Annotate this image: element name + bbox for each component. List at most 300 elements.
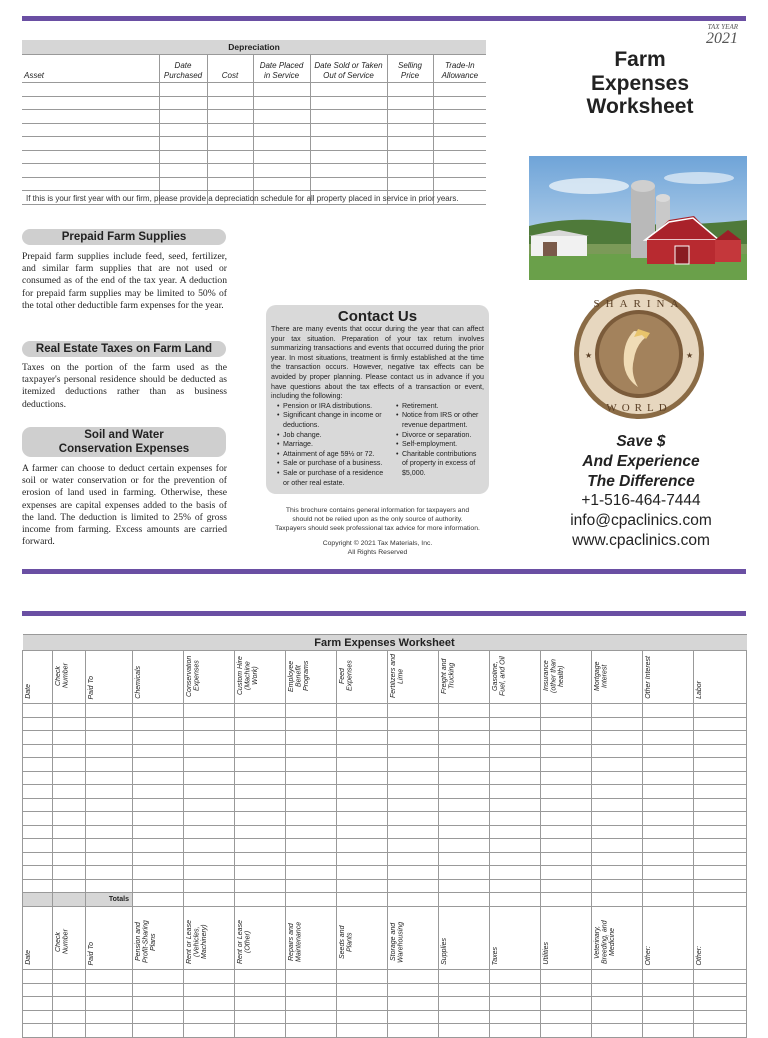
worksheet-cell[interactable] xyxy=(643,744,694,758)
worksheet-cell[interactable] xyxy=(388,983,439,997)
depreciation-cell[interactable] xyxy=(207,177,253,191)
worksheet-cell[interactable] xyxy=(694,879,747,893)
worksheet-cell[interactable] xyxy=(133,744,184,758)
worksheet-cell[interactable] xyxy=(541,879,592,893)
worksheet-cell[interactable] xyxy=(337,825,388,839)
worksheet-cell[interactable] xyxy=(490,704,541,718)
worksheet-cell[interactable] xyxy=(388,758,439,772)
worksheet-cell[interactable] xyxy=(439,997,490,1011)
worksheet-cell[interactable] xyxy=(133,798,184,812)
worksheet-cell[interactable] xyxy=(337,970,388,984)
totals-cell[interactable] xyxy=(388,893,439,907)
worksheet-cell[interactable] xyxy=(694,1010,747,1024)
worksheet-cell[interactable] xyxy=(86,717,133,731)
worksheet-cell[interactable] xyxy=(694,758,747,772)
worksheet-cell[interactable] xyxy=(694,704,747,718)
worksheet-cell[interactable] xyxy=(23,812,53,826)
worksheet-cell[interactable] xyxy=(86,771,133,785)
depreciation-cell[interactable] xyxy=(253,123,310,137)
worksheet-cell[interactable] xyxy=(592,852,643,866)
depreciation-cell[interactable] xyxy=(253,137,310,151)
worksheet-cell[interactable] xyxy=(235,983,286,997)
worksheet-cell[interactable] xyxy=(490,1024,541,1038)
worksheet-cell[interactable] xyxy=(184,983,235,997)
worksheet-cell[interactable] xyxy=(337,771,388,785)
worksheet-cell[interactable] xyxy=(53,997,86,1011)
worksheet-cell[interactable] xyxy=(133,879,184,893)
depreciation-cell[interactable] xyxy=(207,123,253,137)
worksheet-cell[interactable] xyxy=(541,731,592,745)
worksheet-cell[interactable] xyxy=(133,825,184,839)
totals-cell[interactable] xyxy=(694,893,747,907)
worksheet-cell[interactable] xyxy=(694,970,747,984)
worksheet-cell[interactable] xyxy=(184,839,235,853)
totals-cell[interactable] xyxy=(133,893,184,907)
worksheet-cell[interactable] xyxy=(388,798,439,812)
worksheet-cell[interactable] xyxy=(541,798,592,812)
worksheet-cell[interactable] xyxy=(86,785,133,799)
worksheet-cell[interactable] xyxy=(133,785,184,799)
worksheet-cell[interactable] xyxy=(694,1024,747,1038)
depreciation-cell[interactable] xyxy=(22,123,159,137)
depreciation-cell[interactable] xyxy=(387,83,433,97)
depreciation-cell[interactable] xyxy=(22,164,159,178)
worksheet-cell[interactable] xyxy=(337,839,388,853)
worksheet-cell[interactable] xyxy=(694,983,747,997)
worksheet-cell[interactable] xyxy=(133,717,184,731)
worksheet-cell[interactable] xyxy=(541,970,592,984)
totals-cell[interactable] xyxy=(439,893,490,907)
worksheet-cell[interactable] xyxy=(541,839,592,853)
worksheet-cell[interactable] xyxy=(53,798,86,812)
worksheet-cell[interactable] xyxy=(388,744,439,758)
depreciation-cell[interactable] xyxy=(253,177,310,191)
worksheet-cell[interactable] xyxy=(184,731,235,745)
worksheet-cell[interactable] xyxy=(23,731,53,745)
worksheet-cell[interactable] xyxy=(592,704,643,718)
worksheet-cell[interactable] xyxy=(541,825,592,839)
worksheet-cell[interactable] xyxy=(286,1010,337,1024)
worksheet-cell[interactable] xyxy=(235,744,286,758)
worksheet-cell[interactable] xyxy=(592,1010,643,1024)
depreciation-cell[interactable] xyxy=(159,150,207,164)
worksheet-cell[interactable] xyxy=(439,717,490,731)
worksheet-cell[interactable] xyxy=(592,717,643,731)
worksheet-cell[interactable] xyxy=(86,997,133,1011)
worksheet-cell[interactable] xyxy=(337,798,388,812)
worksheet-cell[interactable] xyxy=(643,983,694,997)
worksheet-cell[interactable] xyxy=(541,866,592,880)
worksheet-cell[interactable] xyxy=(133,1024,184,1038)
worksheet-cell[interactable] xyxy=(23,839,53,853)
worksheet-cell[interactable] xyxy=(184,812,235,826)
depreciation-cell[interactable] xyxy=(387,177,433,191)
worksheet-cell[interactable] xyxy=(388,1010,439,1024)
worksheet-cell[interactable] xyxy=(541,785,592,799)
depreciation-cell[interactable] xyxy=(310,123,387,137)
totals-cell[interactable] xyxy=(235,893,286,907)
worksheet-cell[interactable] xyxy=(490,785,541,799)
worksheet-cell[interactable] xyxy=(490,717,541,731)
worksheet-cell[interactable] xyxy=(643,970,694,984)
worksheet-cell[interactable] xyxy=(694,852,747,866)
depreciation-cell[interactable] xyxy=(310,83,387,97)
worksheet-cell[interactable] xyxy=(86,744,133,758)
worksheet-cell[interactable] xyxy=(23,1010,53,1024)
worksheet-cell[interactable] xyxy=(86,704,133,718)
worksheet-cell[interactable] xyxy=(184,785,235,799)
depreciation-cell[interactable] xyxy=(433,123,486,137)
worksheet-cell[interactable] xyxy=(53,852,86,866)
worksheet-cell[interactable] xyxy=(388,997,439,1011)
worksheet-cell[interactable] xyxy=(541,758,592,772)
worksheet-cell[interactable] xyxy=(490,879,541,893)
depreciation-cell[interactable] xyxy=(433,110,486,124)
depreciation-cell[interactable] xyxy=(159,177,207,191)
worksheet-cell[interactable] xyxy=(337,758,388,772)
worksheet-cell[interactable] xyxy=(23,866,53,880)
worksheet-cell[interactable] xyxy=(337,866,388,880)
worksheet-cell[interactable] xyxy=(337,717,388,731)
worksheet-cell[interactable] xyxy=(184,997,235,1011)
worksheet-cell[interactable] xyxy=(184,704,235,718)
worksheet-cell[interactable] xyxy=(133,983,184,997)
worksheet-cell[interactable] xyxy=(53,825,86,839)
worksheet-cell[interactable] xyxy=(286,785,337,799)
worksheet-cell[interactable] xyxy=(184,970,235,984)
depreciation-cell[interactable] xyxy=(22,96,159,110)
depreciation-cell[interactable] xyxy=(310,137,387,151)
worksheet-cell[interactable] xyxy=(133,1010,184,1024)
worksheet-cell[interactable] xyxy=(439,852,490,866)
worksheet-cell[interactable] xyxy=(337,744,388,758)
worksheet-cell[interactable] xyxy=(592,839,643,853)
worksheet-cell[interactable] xyxy=(235,758,286,772)
worksheet-cell[interactable] xyxy=(23,852,53,866)
worksheet-cell[interactable] xyxy=(592,758,643,772)
worksheet-cell[interactable] xyxy=(53,970,86,984)
worksheet-cell[interactable] xyxy=(388,970,439,984)
worksheet-cell[interactable] xyxy=(23,983,53,997)
worksheet-cell[interactable] xyxy=(439,879,490,893)
worksheet-cell[interactable] xyxy=(23,970,53,984)
worksheet-cell[interactable] xyxy=(388,704,439,718)
worksheet-cell[interactable] xyxy=(643,879,694,893)
depreciation-cell[interactable] xyxy=(207,110,253,124)
worksheet-cell[interactable] xyxy=(388,852,439,866)
worksheet-cell[interactable] xyxy=(439,785,490,799)
worksheet-cell[interactable] xyxy=(643,852,694,866)
worksheet-cell[interactable] xyxy=(490,731,541,745)
worksheet-cell[interactable] xyxy=(490,744,541,758)
worksheet-cell[interactable] xyxy=(337,785,388,799)
worksheet-cell[interactable] xyxy=(86,866,133,880)
worksheet-cell[interactable] xyxy=(694,997,747,1011)
worksheet-cell[interactable] xyxy=(286,798,337,812)
worksheet-cell[interactable] xyxy=(235,997,286,1011)
worksheet-cell[interactable] xyxy=(694,812,747,826)
worksheet-cell[interactable] xyxy=(133,812,184,826)
worksheet-cell[interactable] xyxy=(541,771,592,785)
worksheet-cell[interactable] xyxy=(541,983,592,997)
worksheet-cell[interactable] xyxy=(541,1010,592,1024)
worksheet-cell[interactable] xyxy=(337,731,388,745)
worksheet-cell[interactable] xyxy=(592,771,643,785)
worksheet-cell[interactable] xyxy=(286,704,337,718)
depreciation-cell[interactable] xyxy=(207,83,253,97)
worksheet-cell[interactable] xyxy=(643,717,694,731)
depreciation-cell[interactable] xyxy=(433,96,486,110)
depreciation-cell[interactable] xyxy=(22,137,159,151)
worksheet-cell[interactable] xyxy=(490,970,541,984)
worksheet-cell[interactable] xyxy=(439,839,490,853)
depreciation-cell[interactable] xyxy=(433,164,486,178)
worksheet-cell[interactable] xyxy=(643,866,694,880)
depreciation-cell[interactable] xyxy=(22,83,159,97)
worksheet-cell[interactable] xyxy=(286,825,337,839)
worksheet-cell[interactable] xyxy=(133,771,184,785)
worksheet-cell[interactable] xyxy=(490,758,541,772)
worksheet-cell[interactable] xyxy=(490,1010,541,1024)
worksheet-cell[interactable] xyxy=(643,758,694,772)
worksheet-cell[interactable] xyxy=(184,879,235,893)
depreciation-cell[interactable] xyxy=(253,110,310,124)
worksheet-cell[interactable] xyxy=(337,1010,388,1024)
worksheet-cell[interactable] xyxy=(643,839,694,853)
worksheet-cell[interactable] xyxy=(541,852,592,866)
worksheet-cell[interactable] xyxy=(235,866,286,880)
worksheet-cell[interactable] xyxy=(439,704,490,718)
worksheet-cell[interactable] xyxy=(694,771,747,785)
worksheet-cell[interactable] xyxy=(53,879,86,893)
worksheet-cell[interactable] xyxy=(286,744,337,758)
worksheet-cell[interactable] xyxy=(235,785,286,799)
depreciation-cell[interactable] xyxy=(387,150,433,164)
worksheet-cell[interactable] xyxy=(23,758,53,772)
worksheet-cell[interactable] xyxy=(184,771,235,785)
depreciation-cell[interactable] xyxy=(207,150,253,164)
worksheet-cell[interactable] xyxy=(439,771,490,785)
worksheet-cell[interactable] xyxy=(86,879,133,893)
depreciation-cell[interactable] xyxy=(387,137,433,151)
worksheet-cell[interactable] xyxy=(592,879,643,893)
worksheet-cell[interactable] xyxy=(286,717,337,731)
worksheet-cell[interactable] xyxy=(53,771,86,785)
depreciation-cell[interactable] xyxy=(253,83,310,97)
worksheet-cell[interactable] xyxy=(86,1024,133,1038)
worksheet-cell[interactable] xyxy=(53,812,86,826)
worksheet-cell[interactable] xyxy=(184,744,235,758)
worksheet-cell[interactable] xyxy=(541,997,592,1011)
worksheet-cell[interactable] xyxy=(23,771,53,785)
worksheet-cell[interactable] xyxy=(133,704,184,718)
depreciation-cell[interactable] xyxy=(387,96,433,110)
worksheet-cell[interactable] xyxy=(490,852,541,866)
worksheet-cell[interactable] xyxy=(337,997,388,1011)
depreciation-cell[interactable] xyxy=(310,150,387,164)
depreciation-cell[interactable] xyxy=(433,137,486,151)
worksheet-cell[interactable] xyxy=(235,825,286,839)
worksheet-cell[interactable] xyxy=(490,825,541,839)
worksheet-cell[interactable] xyxy=(541,744,592,758)
worksheet-cell[interactable] xyxy=(337,704,388,718)
worksheet-cell[interactable] xyxy=(235,852,286,866)
totals-cell[interactable] xyxy=(592,893,643,907)
worksheet-cell[interactable] xyxy=(439,825,490,839)
worksheet-cell[interactable] xyxy=(541,812,592,826)
worksheet-cell[interactable] xyxy=(23,997,53,1011)
worksheet-cell[interactable] xyxy=(490,866,541,880)
worksheet-cell[interactable] xyxy=(53,785,86,799)
worksheet-cell[interactable] xyxy=(694,866,747,880)
worksheet-cell[interactable] xyxy=(337,879,388,893)
worksheet-cell[interactable] xyxy=(23,825,53,839)
worksheet-cell[interactable] xyxy=(86,970,133,984)
worksheet-cell[interactable] xyxy=(592,997,643,1011)
depreciation-cell[interactable] xyxy=(207,96,253,110)
worksheet-cell[interactable] xyxy=(490,812,541,826)
totals-cell[interactable] xyxy=(490,893,541,907)
worksheet-cell[interactable] xyxy=(439,970,490,984)
worksheet-cell[interactable] xyxy=(286,997,337,1011)
worksheet-cell[interactable] xyxy=(643,825,694,839)
worksheet-cell[interactable] xyxy=(235,812,286,826)
worksheet-cell[interactable] xyxy=(23,785,53,799)
worksheet-cell[interactable] xyxy=(439,1010,490,1024)
worksheet-cell[interactable] xyxy=(86,812,133,826)
depreciation-cell[interactable] xyxy=(253,150,310,164)
worksheet-cell[interactable] xyxy=(133,970,184,984)
worksheet-cell[interactable] xyxy=(53,983,86,997)
worksheet-cell[interactable] xyxy=(86,1010,133,1024)
worksheet-cell[interactable] xyxy=(490,839,541,853)
worksheet-cell[interactable] xyxy=(53,704,86,718)
worksheet-cell[interactable] xyxy=(694,839,747,853)
totals-cell[interactable] xyxy=(337,893,388,907)
worksheet-cell[interactable] xyxy=(439,731,490,745)
worksheet-cell[interactable] xyxy=(643,812,694,826)
worksheet-cell[interactable] xyxy=(23,717,53,731)
worksheet-cell[interactable] xyxy=(592,744,643,758)
depreciation-cell[interactable] xyxy=(22,177,159,191)
worksheet-cell[interactable] xyxy=(388,839,439,853)
worksheet-cell[interactable] xyxy=(490,771,541,785)
worksheet-cell[interactable] xyxy=(184,852,235,866)
worksheet-cell[interactable] xyxy=(133,997,184,1011)
worksheet-cell[interactable] xyxy=(694,825,747,839)
worksheet-cell[interactable] xyxy=(235,731,286,745)
depreciation-cell[interactable] xyxy=(159,164,207,178)
depreciation-cell[interactable] xyxy=(207,164,253,178)
worksheet-cell[interactable] xyxy=(439,758,490,772)
worksheet-cell[interactable] xyxy=(439,983,490,997)
worksheet-cell[interactable] xyxy=(53,1010,86,1024)
worksheet-cell[interactable] xyxy=(184,717,235,731)
worksheet-cell[interactable] xyxy=(86,758,133,772)
depreciation-cell[interactable] xyxy=(22,110,159,124)
worksheet-cell[interactable] xyxy=(86,983,133,997)
worksheet-cell[interactable] xyxy=(133,866,184,880)
depreciation-cell[interactable] xyxy=(159,137,207,151)
worksheet-cell[interactable] xyxy=(184,758,235,772)
email-link[interactable]: info@cpaclinics.com xyxy=(570,512,712,529)
worksheet-cell[interactable] xyxy=(286,879,337,893)
worksheet-cell[interactable] xyxy=(643,1024,694,1038)
worksheet-cell[interactable] xyxy=(184,825,235,839)
worksheet-cell[interactable] xyxy=(53,731,86,745)
website-link[interactable]: www.cpaclinics.com xyxy=(572,532,710,549)
depreciation-cell[interactable] xyxy=(310,110,387,124)
worksheet-cell[interactable] xyxy=(337,812,388,826)
worksheet-cell[interactable] xyxy=(286,731,337,745)
depreciation-cell[interactable] xyxy=(387,123,433,137)
worksheet-cell[interactable] xyxy=(541,704,592,718)
worksheet-cell[interactable] xyxy=(235,704,286,718)
worksheet-cell[interactable] xyxy=(286,970,337,984)
worksheet-cell[interactable] xyxy=(184,1024,235,1038)
depreciation-cell[interactable] xyxy=(310,164,387,178)
worksheet-cell[interactable] xyxy=(439,744,490,758)
worksheet-cell[interactable] xyxy=(23,744,53,758)
worksheet-cell[interactable] xyxy=(286,1024,337,1038)
worksheet-cell[interactable] xyxy=(133,839,184,853)
worksheet-cell[interactable] xyxy=(53,744,86,758)
worksheet-cell[interactable] xyxy=(592,785,643,799)
worksheet-cell[interactable] xyxy=(23,1024,53,1038)
worksheet-cell[interactable] xyxy=(694,798,747,812)
worksheet-cell[interactable] xyxy=(53,839,86,853)
worksheet-cell[interactable] xyxy=(388,879,439,893)
phone-number[interactable]: +1-516-464-7444 xyxy=(581,492,701,509)
depreciation-cell[interactable] xyxy=(253,164,310,178)
worksheet-cell[interactable] xyxy=(643,704,694,718)
worksheet-cell[interactable] xyxy=(184,798,235,812)
depreciation-cell[interactable] xyxy=(207,137,253,151)
depreciation-cell[interactable] xyxy=(159,96,207,110)
worksheet-cell[interactable] xyxy=(133,731,184,745)
worksheet-cell[interactable] xyxy=(235,1010,286,1024)
worksheet-cell[interactable] xyxy=(184,866,235,880)
depreciation-cell[interactable] xyxy=(310,96,387,110)
worksheet-cell[interactable] xyxy=(694,785,747,799)
worksheet-cell[interactable] xyxy=(235,970,286,984)
worksheet-cell[interactable] xyxy=(388,1024,439,1038)
worksheet-cell[interactable] xyxy=(643,771,694,785)
worksheet-cell[interactable] xyxy=(388,731,439,745)
depreciation-cell[interactable] xyxy=(159,83,207,97)
worksheet-cell[interactable] xyxy=(643,798,694,812)
worksheet-cell[interactable] xyxy=(592,970,643,984)
worksheet-cell[interactable] xyxy=(286,771,337,785)
worksheet-cell[interactable] xyxy=(86,825,133,839)
worksheet-cell[interactable] xyxy=(286,839,337,853)
totals-cell[interactable] xyxy=(541,893,592,907)
worksheet-cell[interactable] xyxy=(235,1024,286,1038)
worksheet-cell[interactable] xyxy=(388,866,439,880)
worksheet-cell[interactable] xyxy=(286,812,337,826)
worksheet-cell[interactable] xyxy=(388,771,439,785)
worksheet-cell[interactable] xyxy=(86,798,133,812)
worksheet-cell[interactable] xyxy=(388,812,439,826)
worksheet-cell[interactable] xyxy=(184,1010,235,1024)
worksheet-cell[interactable] xyxy=(694,717,747,731)
worksheet-cell[interactable] xyxy=(592,731,643,745)
worksheet-cell[interactable] xyxy=(235,879,286,893)
worksheet-cell[interactable] xyxy=(439,1024,490,1038)
worksheet-cell[interactable] xyxy=(86,731,133,745)
worksheet-cell[interactable] xyxy=(592,866,643,880)
worksheet-cell[interactable] xyxy=(286,866,337,880)
